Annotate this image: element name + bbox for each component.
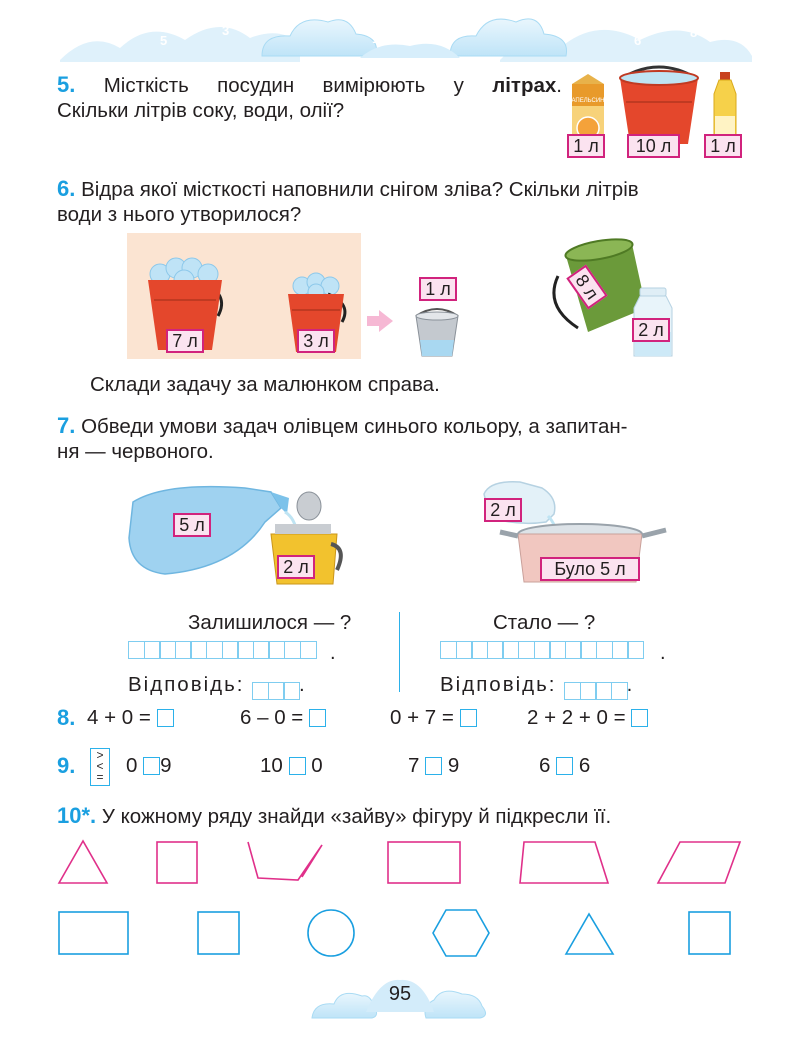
exercise-text: У кожному ряду знайди «зайву» фігуру й підкресли її. <box>101 805 612 828</box>
trapezoid-shape <box>520 842 608 883</box>
exercise-number: 5. <box>57 72 76 97</box>
expression: 0 + 7 = <box>390 706 477 730</box>
arrow-right-icon <box>367 310 393 332</box>
square-shape <box>198 912 239 954</box>
answer-box[interactable] <box>309 709 326 727</box>
header-digit: 5 <box>160 33 168 48</box>
keyword-liters: літрах <box>492 74 557 97</box>
small-pail-image <box>410 306 464 358</box>
exercise-number: 10*. <box>57 803 97 828</box>
sign-box[interactable] <box>289 757 306 775</box>
header-cloud-strip <box>0 0 800 66</box>
answer-box[interactable] <box>631 709 648 727</box>
rectangle-shape <box>388 842 460 883</box>
sign-box[interactable] <box>556 757 573 775</box>
header-digit: 3 <box>222 23 230 38</box>
expression: 6 – 0 = <box>240 706 326 730</box>
parallelogram-shape <box>658 842 740 883</box>
exercise-text: Обведи умови задач олівцем синього кольору, а запитан- <box>81 415 628 438</box>
answer-label: Відповідь: <box>440 673 557 696</box>
divider-line <box>399 612 400 692</box>
green-bucket-8l-label: 8 л <box>566 265 607 310</box>
shapes-row-1 <box>50 838 750 888</box>
compose-task-text: Склади задачу за малюнком справа. <box>90 373 440 396</box>
header-digit: 1 <box>372 31 380 46</box>
header-digit: 4 <box>568 25 576 40</box>
kettle-2l-label: 2 л <box>277 555 315 579</box>
juice-volume-label: 1 л <box>567 134 605 158</box>
jug-5l-label: 5 л <box>173 513 211 537</box>
right-answer-cells[interactable] <box>564 676 626 700</box>
exercise-text: води з нього утворилося? <box>57 203 302 226</box>
pot-was-5l-label: Було 5 л <box>540 557 640 581</box>
exercise-10 <box>57 803 611 830</box>
svg-text:АПЕЛЬСИН: АПЕЛЬСИН <box>571 98 605 104</box>
exercise-8-number: 8. <box>57 705 76 730</box>
expression: 4 + 0 = <box>87 706 174 730</box>
answer-box[interactable] <box>460 709 477 727</box>
header-digit: 7 <box>110 19 118 34</box>
triangle-shape <box>566 914 613 954</box>
left-answer-cells[interactable] <box>252 676 299 700</box>
sign-box[interactable] <box>143 757 160 775</box>
shapes-row-2 <box>50 904 750 960</box>
comparison: 7 9 <box>408 754 460 777</box>
zigzag-shape <box>248 842 322 880</box>
exercise-text: Відра якої місткості наповнили снігом зліва? Скільки літрів <box>81 178 639 201</box>
comparison-signs: > < = <box>96 748 104 784</box>
hexagon-shape <box>433 910 489 956</box>
header-digit: 0 <box>397 15 405 30</box>
circle-shape <box>308 910 354 956</box>
jar-2l-label: 2 л <box>632 318 670 342</box>
bucket-7l-label: 7 л <box>166 329 204 353</box>
comparison: 10 0 <box>260 754 323 777</box>
square-shape <box>157 842 197 883</box>
answer-label: Відповідь: <box>128 673 245 696</box>
exercise-text: Місткість посудин вимірюють у <box>103 74 493 97</box>
sign-box[interactable] <box>425 757 442 775</box>
exercise-9-number: 9. <box>57 753 76 778</box>
exercise-text: ня — червоного. <box>57 440 214 463</box>
pail-1l-label: 1 л <box>419 277 457 301</box>
header-digit: 2 <box>423 31 431 46</box>
jar-2l-label: 2 л <box>484 498 522 522</box>
header-digit: 6 <box>634 33 642 48</box>
right-question: Стало — ? <box>493 611 596 634</box>
left-question: Залишилося — ? <box>188 611 352 634</box>
answer-box[interactable] <box>157 709 174 727</box>
bucket-3l-label: 3 л <box>297 329 335 353</box>
rectangle-shape <box>59 912 128 954</box>
triangle-shape <box>59 841 107 883</box>
left-solution-grid[interactable] <box>128 641 315 661</box>
exercise-number: 6. <box>57 176 76 201</box>
right-answer-row: Відповідь: . <box>440 673 634 700</box>
exercise-number: 7. <box>57 413 76 438</box>
left-answer-row: Відповідь: . <box>128 673 307 700</box>
page-number: 95 <box>388 983 412 1005</box>
bucket-volume-label: 10 л <box>627 134 680 158</box>
dot: . <box>330 642 336 664</box>
comparison: 0 9 <box>126 754 172 777</box>
square-shape <box>689 912 730 954</box>
exercise-text: Скільки літрів соку, води, олії? <box>57 99 345 122</box>
oil-volume-label: 1 л <box>704 134 742 158</box>
header-digit: 8 <box>690 25 698 40</box>
comparison: 6 6 <box>539 754 591 777</box>
expression: 2 + 2 + 0 = <box>527 706 648 730</box>
dot: . <box>660 642 666 664</box>
right-solution-grid[interactable] <box>440 641 643 661</box>
